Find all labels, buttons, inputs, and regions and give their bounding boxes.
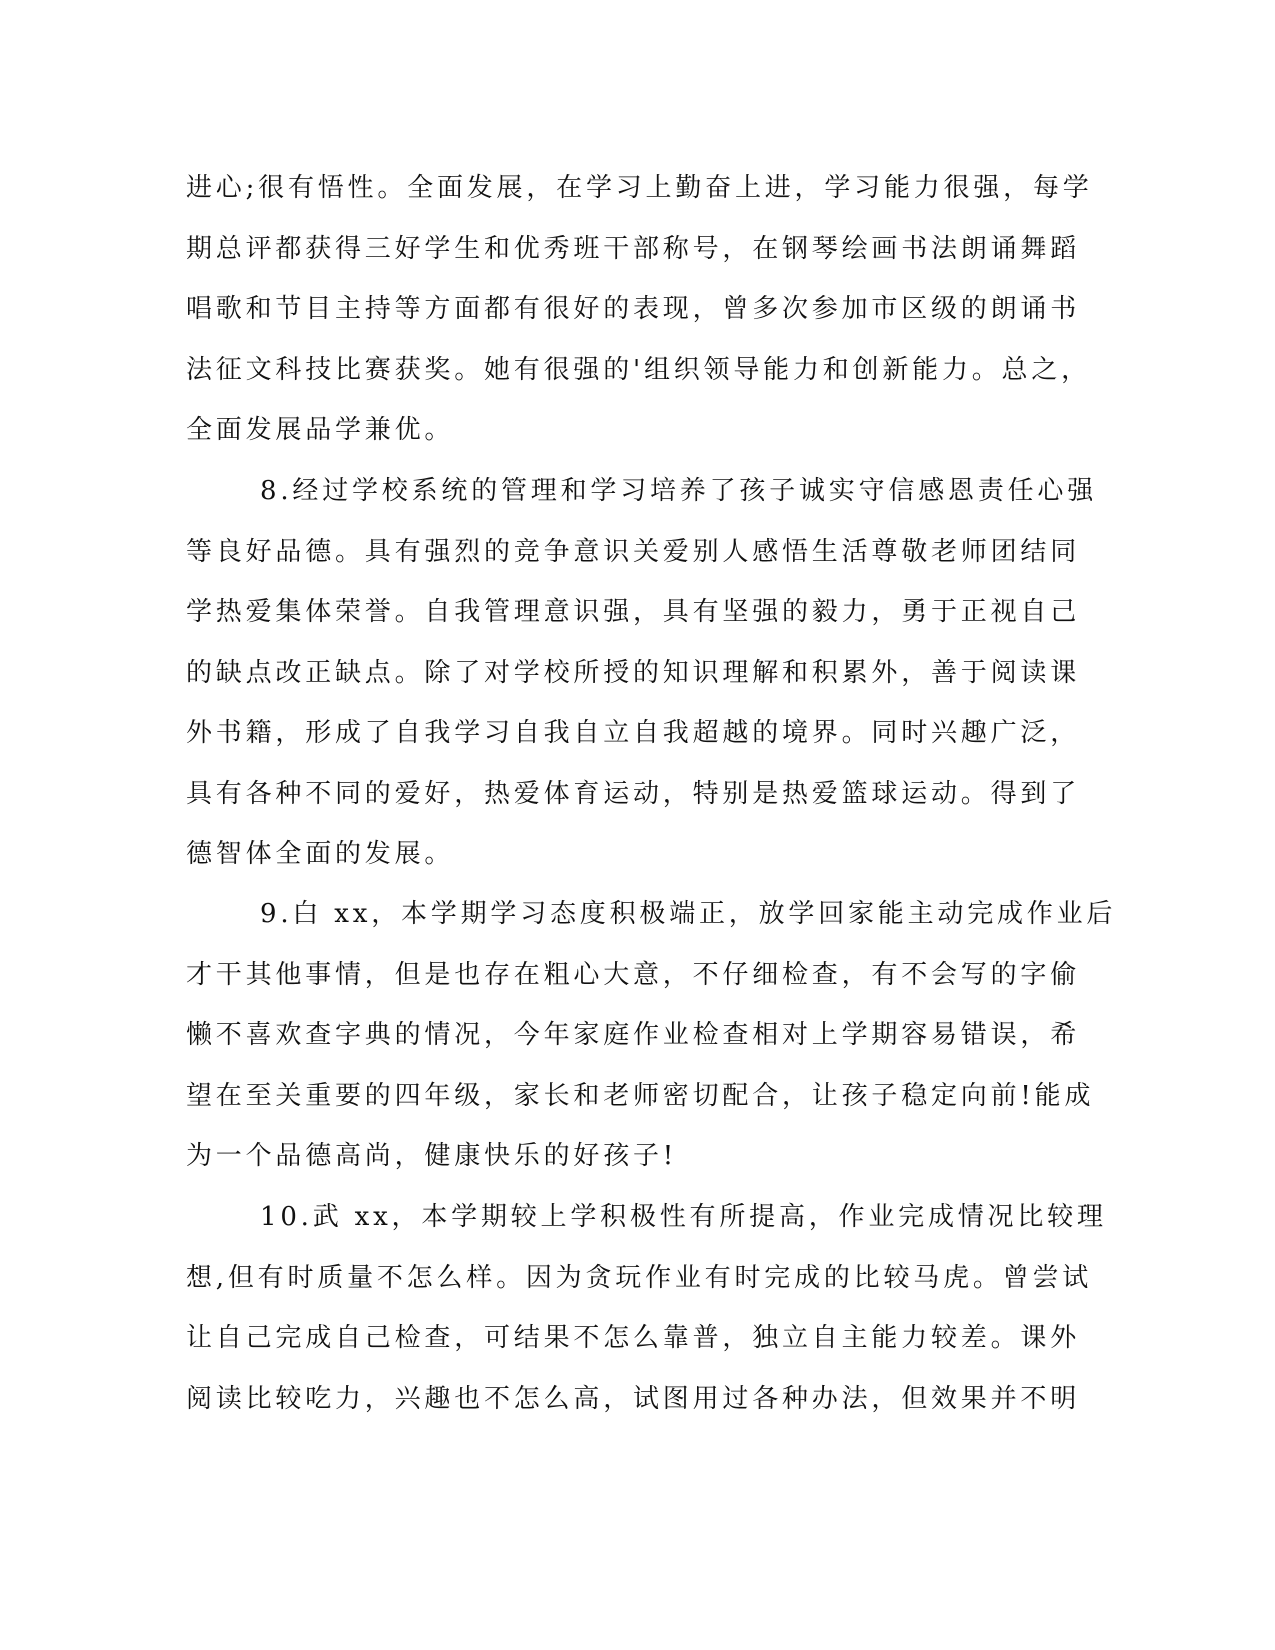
text-line: 望在至关重要的四年级，家长和老师密切配合，让孩子稳定向前!能成 xyxy=(186,1080,1095,1111)
text-line: 德智体全面的发展。 xyxy=(186,839,455,869)
text-line: 进心;很有悟性。全面发展，在学习上勤奋上进，学习能力很强，每学 xyxy=(186,173,1093,203)
text-line: 阅读比较吃力，兴趣也不怎么高，试图用过各种办法，但效果并不明 xyxy=(186,1383,1081,1414)
text-line: 的缺点改正缺点。除了对学校所授的知识理解和积累外，善于阅读课 xyxy=(186,657,1081,688)
text-line: 具有各种不同的爱好，热爱体育运动，特别是热爱篮球运动。得到了 xyxy=(186,778,1081,809)
text-line: 9.白 xx，本学期学习态度积极端正，放学回家能主动完成作业后 xyxy=(260,899,1117,929)
text-line: 学热爱集体荣誉。自我管理意识强，具有坚强的毅力，勇于正视自己 xyxy=(186,597,1081,627)
text-line: 法征文科技比赛获奖。她有很强的'组织领导能力和创新能力。总之， xyxy=(186,354,1091,385)
paragraph-9 xyxy=(186,884,1117,1187)
text-line: 想,但有时质量不怎么样。因为贪玩作业有时完成的比较马虎。曾尝试 xyxy=(186,1262,1093,1293)
text-line: 外书籍，形成了自我学习自我自立自我超越的境界。同时兴趣广泛， xyxy=(186,718,1081,748)
text-line: 10.武 xx，本学期较上学积极性有所提高，作业完成情况比较理 xyxy=(260,1202,1107,1232)
text-line: 才干其他事情，但是也存在粗心大意，不仔细检查，有不会写的字偷 xyxy=(186,959,1081,990)
paragraph-8 xyxy=(186,461,1098,885)
text-line: 全面发展品学兼优。 xyxy=(186,415,455,445)
text-line: 8.经过学校系统的管理和学习培养了孩子诚实守信感恩责任心强 xyxy=(260,476,1098,506)
text-line: 唱歌和节目主持等方面都有很好的表现，曾多次参加市区级的朗诵书 xyxy=(186,294,1081,324)
text-line: 为一个品德高尚，健康快乐的好孩子! xyxy=(186,1141,678,1171)
text-line: 等良好品德。具有强烈的竞争意识关爱别人感悟生活尊敬老师团结同 xyxy=(186,536,1081,567)
text-line: 懒不喜欢查字典的情况，今年家庭作业检查相对上学期容易错误，希 xyxy=(186,1020,1081,1050)
paragraph-7-continued xyxy=(186,158,1093,461)
text-line: 期总评都获得三好学生和优秀班干部称号，在钢琴绘画书法朗诵舞蹈 xyxy=(186,233,1081,264)
paragraph-10 xyxy=(186,1187,1107,1429)
text-line: 让自己完成自己检查，可结果不怎么靠普，独立自主能力较差。课外 xyxy=(186,1323,1081,1353)
